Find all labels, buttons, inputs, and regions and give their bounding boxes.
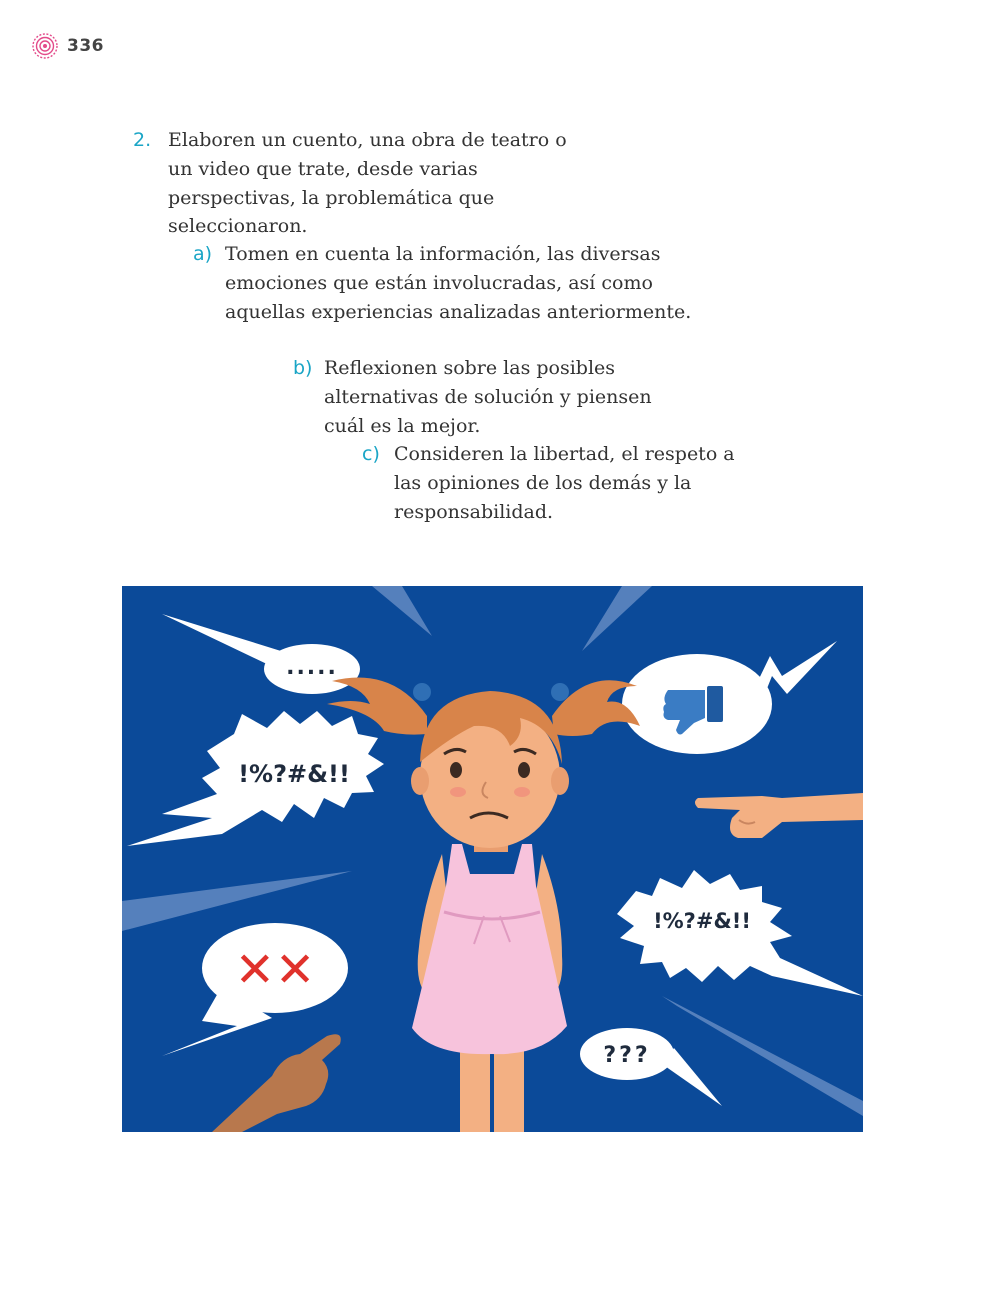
item-text: Elaboren un cuento, una obra de teatro o un video que trate, desde varias perspectivas, la problemática que seleccionaron. — [168, 129, 567, 238]
subitem-marker: b) — [293, 357, 313, 379]
subitem-marker: c) — [362, 443, 380, 465]
ellipsis-text: ..... — [286, 655, 338, 680]
item-marker: 2. — [133, 129, 152, 151]
curse-text-right: !%?#&!! — [653, 909, 751, 933]
page-header — [31, 32, 104, 60]
page-number: 336 — [67, 36, 104, 56]
bullying-illustration — [122, 586, 863, 1132]
instruction-item-2 — [133, 126, 573, 241]
instruction-subitem-b — [293, 354, 693, 440]
instruction-subitem-c — [362, 440, 742, 526]
subitem-text: Consideren la libertad, el respeto a las opiniones de los demás y la responsabilidad. — [394, 443, 735, 523]
flower-icon — [31, 32, 59, 60]
question-text: ??? — [603, 1043, 651, 1068]
instruction-subitem-a — [193, 240, 693, 326]
subitem-marker: a) — [193, 243, 213, 265]
subitem-text: Reflexionen sobre las posibles alternativas de solución y piensen cuál es la mejor. — [324, 357, 652, 437]
cross-icon: ✕✕ — [234, 942, 316, 998]
subitem-text: Tomen en cuenta la información, las diversas emociones que están involucradas, así como aquellas experiencias analizadas anteriormente. — [225, 243, 692, 323]
curse-text-left: !%?#&!! — [238, 760, 350, 788]
illustration-canvas — [122, 586, 863, 1132]
